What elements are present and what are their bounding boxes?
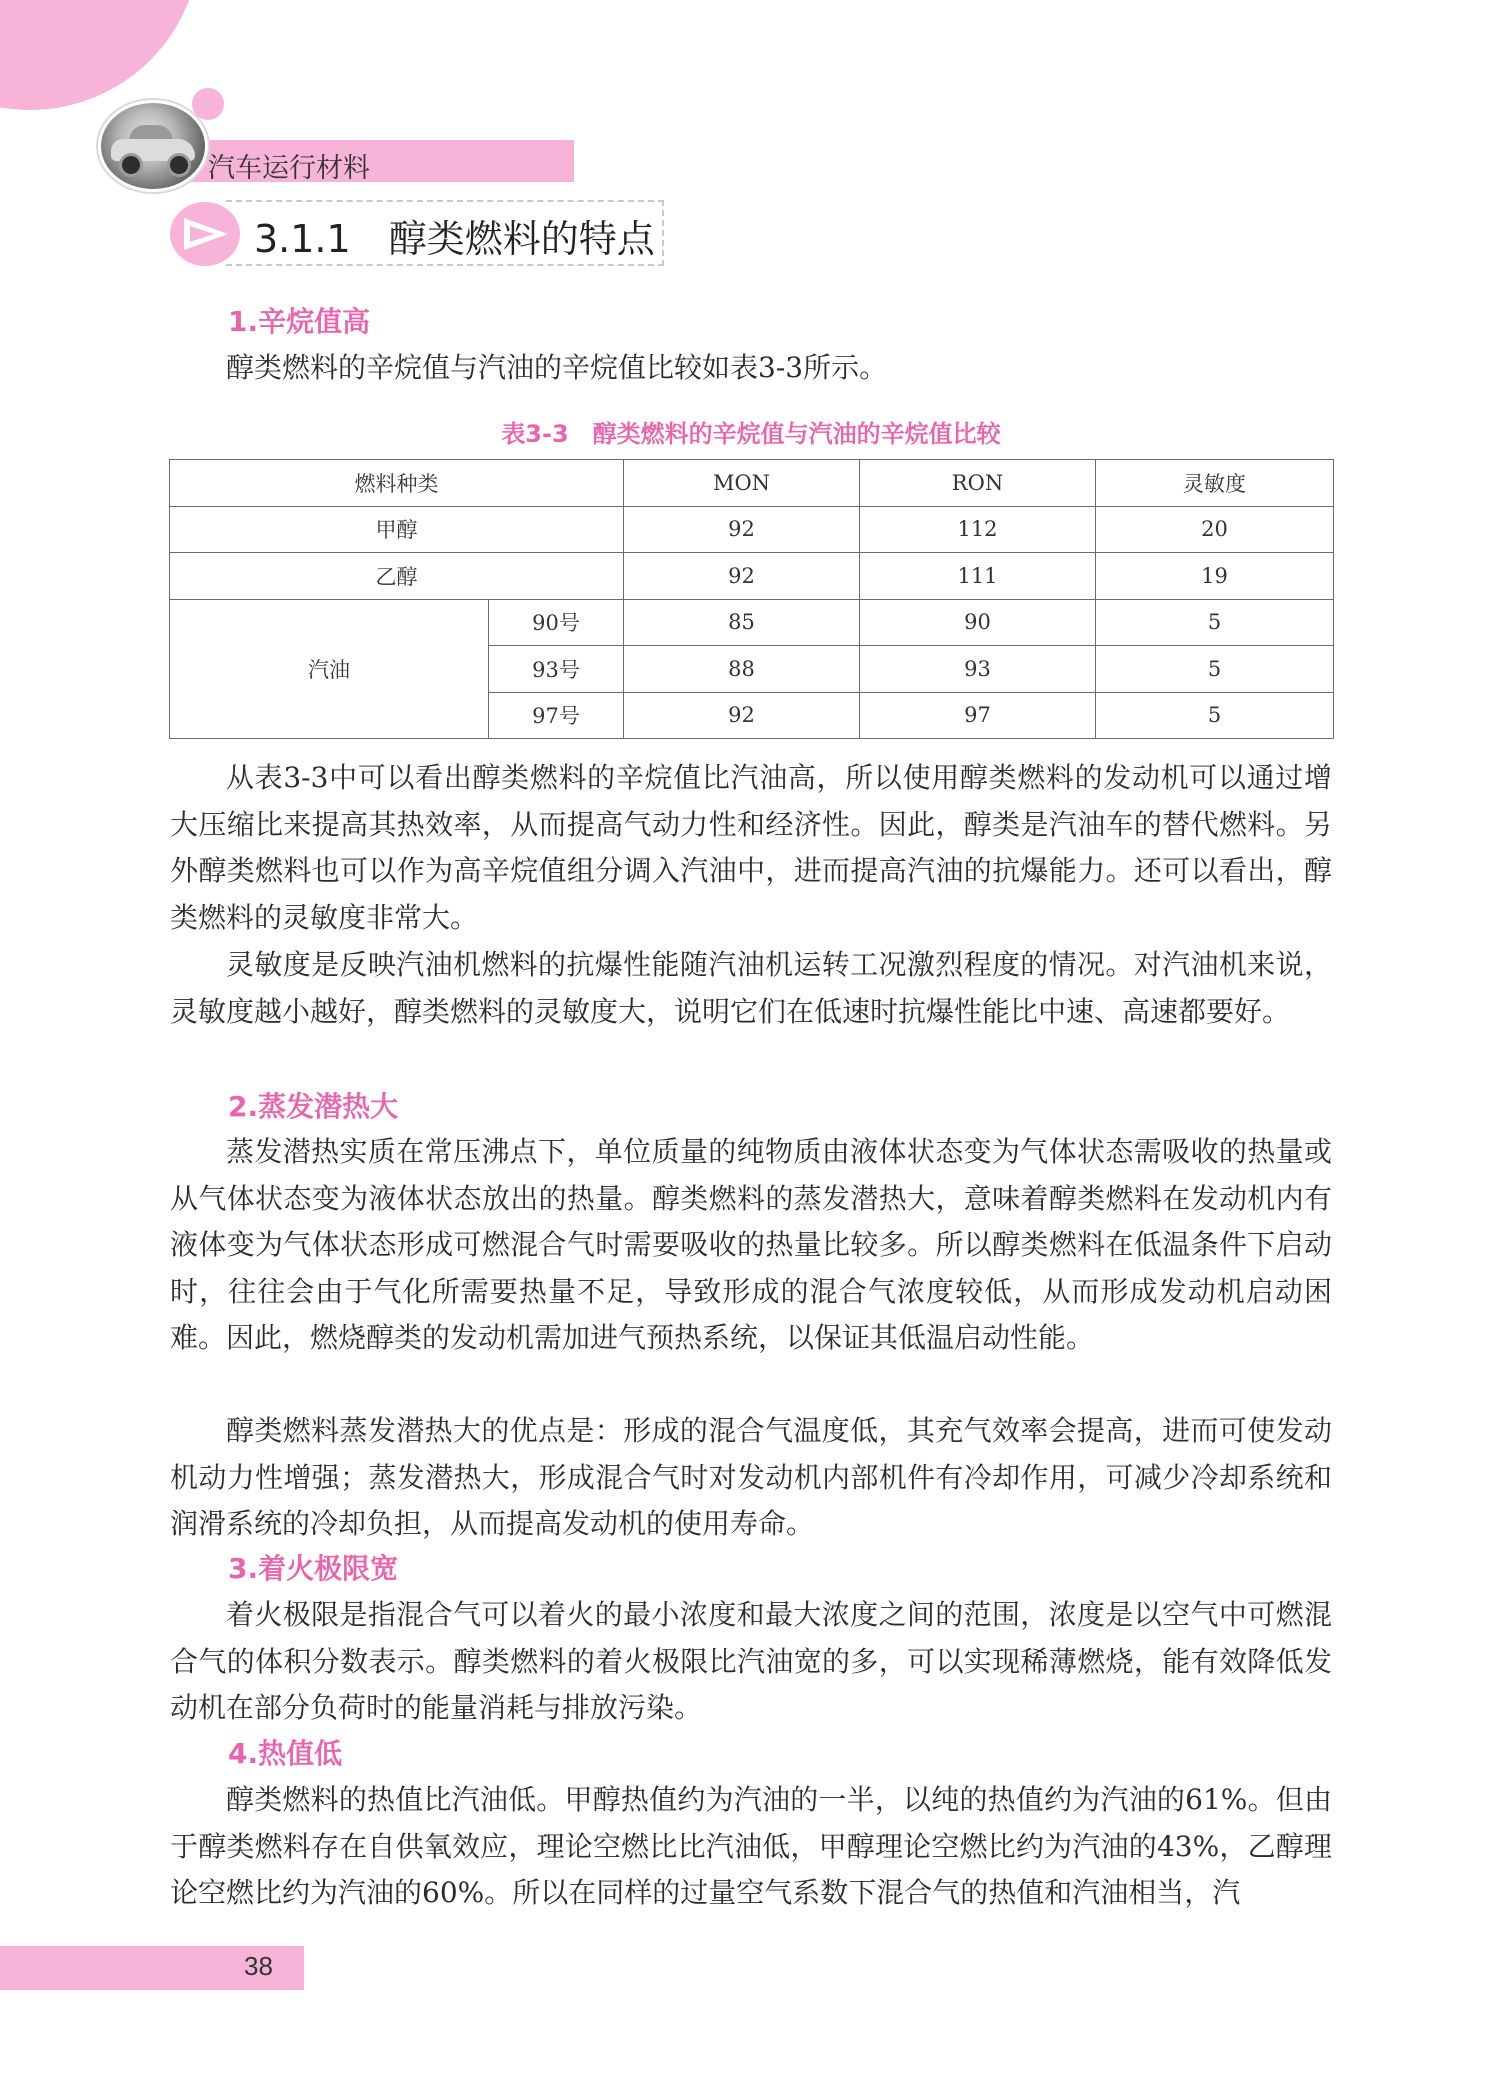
table-row	[170, 506, 1334, 553]
paragraph-sensitivity: 灵敏度是反映汽油机燃料的抗爆性能随汽油机运转工况激烈程度的情况。对汽油机来说，灵敏度越小越好，醇类燃料的灵敏度大，说明它们在低速时抗爆性能比中速、高速都要好。	[170, 948, 1332, 1028]
cell-grade: 93号	[489, 646, 624, 693]
cell-grade: 90号	[489, 599, 624, 646]
table-header-row	[170, 460, 1334, 507]
header-fuel-type: 燃料种类	[170, 460, 624, 507]
cell-sensitivity: 19	[1096, 553, 1334, 600]
paragraph-table-analysis: 从表3-3中可以看出醇类燃料的辛烷值比汽油高，所以使用醇类燃料的发动机可以通过增大压缩比来提高其热效率，从而提高气动力性和经济性。因此，醇类是汽油车的替代燃料。另外醇类燃料也可以作为高辛烷值组分调入汽油中，进而提高汽油的抗爆能力。还可以看出，醇类燃料的灵敏度非常大。	[170, 761, 1332, 934]
subsection-heading-2: 2.蒸发潜热大	[228, 1090, 399, 1123]
header-ron: RON	[860, 460, 1096, 507]
car-image-badge	[98, 100, 208, 192]
cell-ron: 90	[860, 599, 1096, 646]
cell-sensitivity: 5	[1096, 599, 1334, 646]
subsection-heading-3: 3.着火极限宽	[228, 1552, 399, 1585]
cell-mon: 88	[624, 646, 860, 693]
section-title: 3.1.1 醇类燃料的特点	[254, 217, 655, 261]
cell-gasoline: 汽油	[170, 599, 489, 739]
cell-sensitivity: 5	[1096, 646, 1334, 693]
header-mon: MON	[624, 460, 860, 507]
subsection-heading-1: 1.辛烷值高	[228, 305, 371, 338]
corner-decoration	[0, 0, 200, 110]
cell-grade: 97号	[489, 692, 624, 739]
cell-ron: 111	[860, 553, 1096, 600]
cell-mon: 85	[624, 599, 860, 646]
paragraph-ignition-limit: 着火极限是指混合气可以着火的最小浓度和最大浓度之间的范围，浓度是以空气中可燃混合气的体积分数表示。醇类燃料的着火极限比汽油宽的多，可以实现稀薄燃烧，能有效降低发动机在部分负荷时的能量消耗与排放污染。	[170, 1598, 1332, 1724]
cell-ron: 97	[860, 692, 1096, 739]
cell-ron: 93	[860, 646, 1096, 693]
cell-fuel: 乙醇	[170, 553, 624, 600]
cell-sensitivity: 20	[1096, 506, 1334, 553]
cell-mon: 92	[624, 553, 860, 600]
paragraph-evaporation: 蒸发潜热实质在常压沸点下，单位质量的纯物质由液体状态变为气体状态需吸收的热量或从气体状态变为液体状态放出的热量。醇类燃料的蒸发潜热大，意味着醇类燃料在发动机内有液体变为气体状态形成可燃混合气时需要吸收的热量比较多。所以醇类燃料在低温条件下启动时，往往会由于气化所需要热量不足，导致形成的混合气浓度较低，从而形成发动机启动困难。因此，燃烧醇类的发动机需加进气预热系统，以保证其低温启动性能。	[170, 1135, 1332, 1354]
running-header	[150, 140, 574, 182]
header-sensitivity: 灵敏度	[1096, 460, 1334, 507]
paragraph-intro: 醇类燃料的辛烷值与汽油的辛烷值比较如表3-3所示。	[226, 351, 888, 384]
octane-comparison-table	[169, 459, 1334, 739]
table-row	[170, 599, 1334, 646]
paragraph-heat-value: 醇类燃料的热值比汽油低。甲醇热值约为汽油的一半，以纯的热值约为汽油的61%。但由于醇类燃料存在自供氧效应，理论空燃比比汽油低，甲醇理论空燃比约为汽油的43%，乙醇理论空燃比约为汽油的60%。所以在同样的过量空气系数下混合气的热值和汽油相当，汽	[170, 1783, 1332, 1909]
cell-ron: 112	[860, 506, 1096, 553]
cell-mon: 92	[624, 692, 860, 739]
subsection-heading-4: 4.热值低	[228, 1737, 343, 1770]
page-number: 38	[244, 1951, 273, 1981]
table-row	[170, 553, 1334, 600]
decorative-dot	[192, 88, 224, 120]
cell-mon: 92	[624, 506, 860, 553]
book-title: 汽车运行材料	[208, 153, 370, 184]
flag-icon	[170, 202, 240, 266]
paragraph-evaporation-advantages: 醇类燃料蒸发潜热大的优点是：形成的混合气温度低，其充气效率会提高，进而可使发动机动力性增强；蒸发潜热大，形成混合气时对发动机内部机件有冷却作用，可减少冷却系统和润滑系统的冷却负担，从而提高发动机的使用寿命。	[170, 1414, 1332, 1540]
cell-fuel: 甲醇	[170, 506, 624, 553]
table-caption: 表3-3 醇类燃料的辛烷值与汽油的辛烷值比较	[501, 420, 1001, 448]
cell-sensitivity: 5	[1096, 692, 1334, 739]
